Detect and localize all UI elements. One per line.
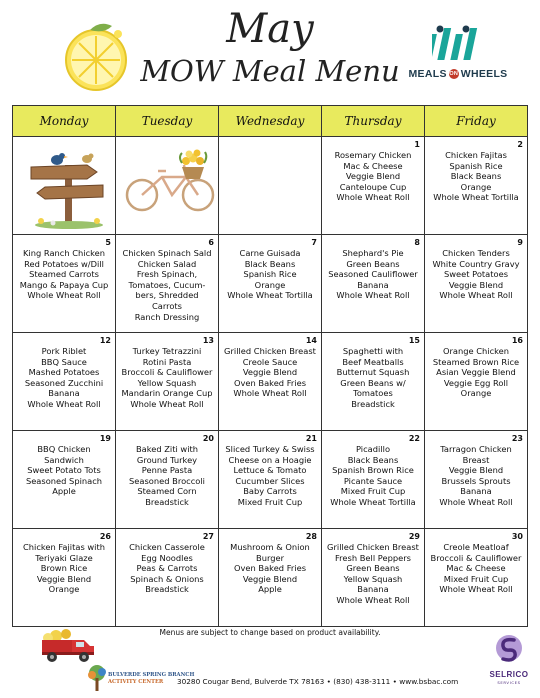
meal-item: Sliced Turkey & Swiss: [225, 444, 315, 454]
meal-item: Orange: [254, 279, 286, 290]
day-cell-tuesday: [116, 431, 219, 529]
meal-item: Pork Riblet: [41, 346, 87, 356]
meal-item: Seasoned Cauliflower: [328, 269, 418, 280]
selrico-tagline: SERVICES: [497, 680, 521, 685]
meal-menu: [425, 235, 527, 301]
day-cell-tuesday: [116, 235, 219, 333]
day-number: 28: [305, 532, 317, 541]
day-number: 21: [305, 434, 317, 443]
meal-item: Creole Sauce: [242, 356, 298, 367]
day-cell-thursday: [322, 529, 425, 627]
meal-item: Fresh Bell Peppers: [335, 552, 411, 563]
meal-item: Spinach & Onions: [130, 573, 204, 584]
day-number: 15: [408, 336, 420, 345]
meal-item: Red Potatoes w/Dill: [24, 258, 104, 269]
meal-item: Steamed Carrots: [29, 269, 99, 280]
meal-menu: [13, 235, 115, 301]
day-cell-thursday: [322, 137, 425, 235]
meal-item: Orange: [460, 181, 492, 192]
meal-item: Chicken Casserole: [129, 542, 205, 552]
meal-item: Veggie Blend: [242, 573, 298, 584]
meal-item: Veggie Blend: [448, 279, 504, 290]
meal-item: Spaghetti with: [342, 346, 404, 356]
meal-item: Banana: [357, 279, 389, 290]
day-cell-friday: [425, 333, 528, 431]
meal-item: BBQ Sauce: [41, 356, 87, 367]
meal-item: Chicken Spinach Sald: [122, 248, 212, 258]
meal-item: Butternut Squash: [336, 367, 410, 378]
availability-note: Menus are subject to change based on product availability.: [159, 628, 381, 637]
week-row: [13, 431, 528, 529]
meal-item: Whole Wheat Tortilla: [433, 192, 519, 203]
day-number: 26: [99, 532, 111, 541]
meal-item: Teriyaki Glaze: [35, 552, 93, 563]
meal-item: Burger: [256, 552, 284, 563]
meal-item: Picadillo: [355, 444, 391, 454]
meal-item: Banana: [48, 388, 80, 399]
meal-item: Orange: [460, 388, 492, 399]
meal-item: Veggie Blend: [242, 367, 298, 378]
selrico-logo: [484, 630, 534, 694]
meal-item: Spanish Rice: [449, 160, 503, 171]
day-cell-wednesday: [219, 137, 322, 235]
meal-item: Black Beans: [450, 171, 502, 182]
day-cell-tuesday: [116, 529, 219, 627]
day-cell-monday: [13, 235, 116, 333]
meal-item: Orange: [48, 584, 80, 595]
signpost-birds-illustration: [27, 145, 111, 229]
meal-item: Chicken Tenders: [442, 248, 510, 258]
day-number: 12: [99, 336, 111, 345]
day-cell-tuesday: [116, 333, 219, 431]
week-row: [13, 235, 528, 333]
day-cell-friday: [425, 529, 528, 627]
meal-item: White Country Gravy: [432, 258, 520, 269]
day-cell-wednesday: [219, 529, 322, 627]
menu-calendar: [12, 105, 528, 627]
meal-item: Ranch Dressing: [134, 311, 200, 322]
meal-item: Seasoned Zucchini: [24, 377, 104, 388]
meal-item: Mixed Fruit Cup: [340, 486, 406, 497]
day-cell-monday: [13, 529, 116, 627]
meal-item: Tarragon Chicken: [440, 444, 512, 454]
meal-item: Yellow Squash: [137, 377, 197, 388]
meal-item: Cheese on a Hoagie: [228, 454, 312, 465]
meal-item: Steamed Corn: [137, 486, 197, 497]
day-number: 30: [511, 532, 523, 541]
meal-item: Chicken Fajitas: [445, 150, 507, 160]
red-truck-flowers-illustration: [36, 626, 100, 666]
mow-logo-text: MEALS ON WHEELS: [408, 68, 508, 80]
meal-item: Shephard's Pie: [342, 248, 404, 258]
selrico-name: SELRICO: [489, 670, 529, 679]
meal-item: Breadstick: [351, 398, 395, 409]
meal-item: Whole Wheat Roll: [439, 496, 513, 507]
day-number: 19: [99, 434, 111, 443]
weekday-header-wednesday: Wednesday: [219, 106, 322, 137]
meal-item: Orange Chicken: [442, 346, 510, 356]
meal-item: Mixed Fruit Cup: [237, 496, 303, 507]
mow-logo-icon: [432, 24, 488, 64]
meal-item: Banana: [460, 486, 492, 497]
meal-item: King Ranch Chicken: [22, 248, 106, 258]
day-cell-tuesday: [116, 137, 219, 235]
weekday-header-row: [13, 106, 528, 137]
weekday-header-tuesday: Tuesday: [116, 106, 219, 137]
meal-item: Mashed Potatoes: [28, 367, 100, 378]
meal-item: Spanish Brown Rice: [332, 465, 414, 476]
meal-item: Mac & Cheese: [343, 160, 403, 171]
meal-item: Black Beans: [244, 258, 296, 269]
meal-item: Carne Guisada: [239, 248, 301, 258]
meal-item: Mac & Cheese: [446, 563, 506, 574]
selrico-swirl-icon: [494, 632, 524, 666]
week-row: [13, 137, 528, 235]
meal-item: Rosemary Chicken: [334, 150, 412, 160]
meal-item: Turkey Tetrazzini: [132, 346, 202, 356]
meal-item: Chicken Fajitas with: [22, 542, 106, 552]
day-cell-monday: [13, 431, 116, 529]
meal-menu: [322, 235, 424, 301]
meal-item: Mandarin Orange Cup: [121, 388, 213, 399]
meal-item: Picante Sauce: [343, 475, 403, 486]
meal-item: Whole Wheat Roll: [233, 388, 307, 399]
meal-item: Brown Rice: [40, 563, 88, 574]
meal-item: Whole Wheat Tortilla: [330, 496, 416, 507]
meal-item: Tomatoes, Cucum-: [128, 279, 206, 290]
day-number: 16: [511, 336, 523, 345]
meal-item: Chicken Salad: [137, 258, 197, 269]
meal-item: Baby Carrots: [243, 486, 297, 497]
day-number: 7: [311, 238, 317, 247]
day-number: 2: [517, 140, 523, 149]
meal-item: Penne Pasta: [141, 465, 193, 476]
weekday-header-monday: Monday: [13, 106, 116, 137]
day-cell-wednesday: [219, 431, 322, 529]
meal-item: Sweet Potato Tots: [27, 465, 101, 476]
meal-item: Mango & Papaya Cup: [19, 279, 109, 290]
meal-item: Breadstick: [145, 584, 189, 595]
meal-item: Whole Wheat Roll: [336, 594, 410, 605]
day-number: 1: [414, 140, 420, 149]
meal-item: Grilled Chicken Breast: [224, 346, 316, 356]
meal-item: Breast: [462, 454, 490, 465]
bsbac-logo-line2: ACTIVITY CENTER: [108, 679, 164, 685]
tree-icon: [86, 664, 108, 694]
meal-item: Fresh Spinach,: [136, 269, 198, 280]
day-cell-thursday: [322, 235, 425, 333]
meal-item: Whole Wheat Roll: [27, 290, 101, 301]
day-cell-friday: [425, 431, 528, 529]
meal-item: Whole Wheat Roll: [27, 398, 101, 409]
meal-item: Beef Meatballs: [342, 356, 404, 367]
meal-item: Lettuce & Tomato: [233, 465, 307, 476]
meal-item: Mixed Fruit Cup: [443, 573, 509, 584]
meal-item: Asian Veggie Blend: [436, 367, 516, 378]
meal-item: Green Beans w/: [340, 377, 406, 388]
meal-menu: [322, 137, 424, 203]
meal-item: Peas & Carrots: [136, 563, 198, 574]
calendar-body: [13, 137, 528, 627]
meal-menu: [219, 235, 321, 301]
day-number: 20: [202, 434, 214, 443]
meal-item: Whole Wheat Roll: [439, 584, 513, 595]
meal-item: BBQ Chicken: [37, 444, 91, 454]
day-cell-friday: [425, 235, 528, 333]
meal-item: Oven Baked Fries: [233, 377, 307, 388]
weekday-header-friday: Friday: [425, 106, 528, 137]
meal-item: Veggie Blend: [345, 171, 401, 182]
meal-item: Yellow Squash: [343, 573, 403, 584]
meal-item: bers, Shredded: [135, 290, 199, 301]
meal-item: Whole Wheat Roll: [439, 290, 513, 301]
meal-item: Black Beans: [347, 454, 399, 465]
day-cell-monday: [13, 333, 116, 431]
page-title-month: May: [226, 6, 314, 52]
meal-item: Seasoned Spinach: [25, 475, 103, 486]
day-number: 22: [408, 434, 420, 443]
day-number: 5: [105, 238, 111, 247]
meal-item: Whole Wheat Roll: [130, 398, 204, 409]
page-title: MOW Meal Menu: [140, 54, 400, 88]
meal-item: Carrots: [151, 300, 183, 311]
meal-item: Banana: [357, 584, 389, 595]
meal-item: Apple: [52, 486, 76, 497]
meal-item: Broccoli & Cauliflower: [121, 367, 213, 378]
day-number: 8: [414, 238, 420, 247]
meal-item: Mushroom & Onion: [230, 542, 310, 552]
day-number: 29: [408, 532, 420, 541]
day-cell-wednesday: [219, 235, 322, 333]
day-cell-thursday: [322, 333, 425, 431]
week-row: [13, 333, 528, 431]
meal-item: Whole Wheat Tortilla: [227, 290, 313, 301]
meal-menu: [116, 235, 218, 322]
meal-item: Veggie Blend: [448, 465, 504, 476]
meal-item: Cucumber Slices: [235, 475, 305, 486]
day-number: 6: [208, 238, 214, 247]
meal-item: Creole Meatloaf: [443, 542, 509, 552]
contact-address: 30280 Cougar Bend, Bulverde TX 78163 • (830) 438-3111 • www.bsbac.com: [177, 677, 459, 686]
meal-item: Grilled Chicken Breast: [327, 542, 419, 552]
bsbac-logo: [86, 664, 195, 694]
day-number: 14: [305, 336, 317, 345]
meal-item: Oven Baked Fries: [233, 563, 307, 574]
meal-item: Apple: [258, 584, 282, 595]
meal-item: Whole Wheat Roll: [336, 290, 410, 301]
day-cell-friday: [425, 137, 528, 235]
meal-item: Rotini Pasta: [142, 356, 192, 367]
bicycle-flowers-illustration: [122, 149, 218, 213]
meal-item: Canteloupe Cup: [339, 181, 407, 192]
day-cell-monday: [13, 137, 116, 235]
meal-item: Spanish Rice: [243, 269, 297, 280]
meal-item: Baked Ziti with: [135, 444, 199, 454]
bsbac-logo-line1: BULVERDE SPRING BRANCH: [108, 672, 195, 678]
meal-item: Whole Wheat Roll: [336, 192, 410, 203]
day-number: 9: [517, 238, 523, 247]
meal-item: Seasoned Broccoli: [129, 475, 205, 486]
day-number: 27: [202, 532, 214, 541]
meal-item: Steamed Brown Rice: [432, 356, 520, 367]
week-row: [13, 529, 528, 627]
meal-item: Sweet Potatoes: [443, 269, 509, 280]
meal-item: Green Beans: [346, 258, 400, 269]
meal-item: Tomatoes: [353, 388, 393, 399]
meal-item: Green Beans: [346, 563, 400, 574]
meal-item: Ground Turkey: [136, 454, 198, 465]
meals-on-wheels-logo: [406, 24, 510, 86]
day-number: 23: [511, 434, 523, 443]
meal-item: Egg Noodles: [141, 552, 193, 563]
day-cell-thursday: [322, 431, 425, 529]
weekday-header-thursday: Thursday: [322, 106, 425, 137]
meal-item: Broccoli & Cauliflower: [430, 552, 522, 563]
lemon-illustration: [60, 20, 132, 98]
day-number: 13: [202, 336, 214, 345]
meal-item: Brussels Sprouts: [441, 475, 511, 486]
meal-item: Veggie Egg Roll: [443, 377, 509, 388]
meal-item: Sandwich: [44, 454, 84, 465]
meal-menu: [425, 137, 527, 203]
day-cell-wednesday: [219, 333, 322, 431]
meal-item: Breadstick: [145, 496, 189, 507]
meal-item: Veggie Blend: [36, 573, 92, 584]
